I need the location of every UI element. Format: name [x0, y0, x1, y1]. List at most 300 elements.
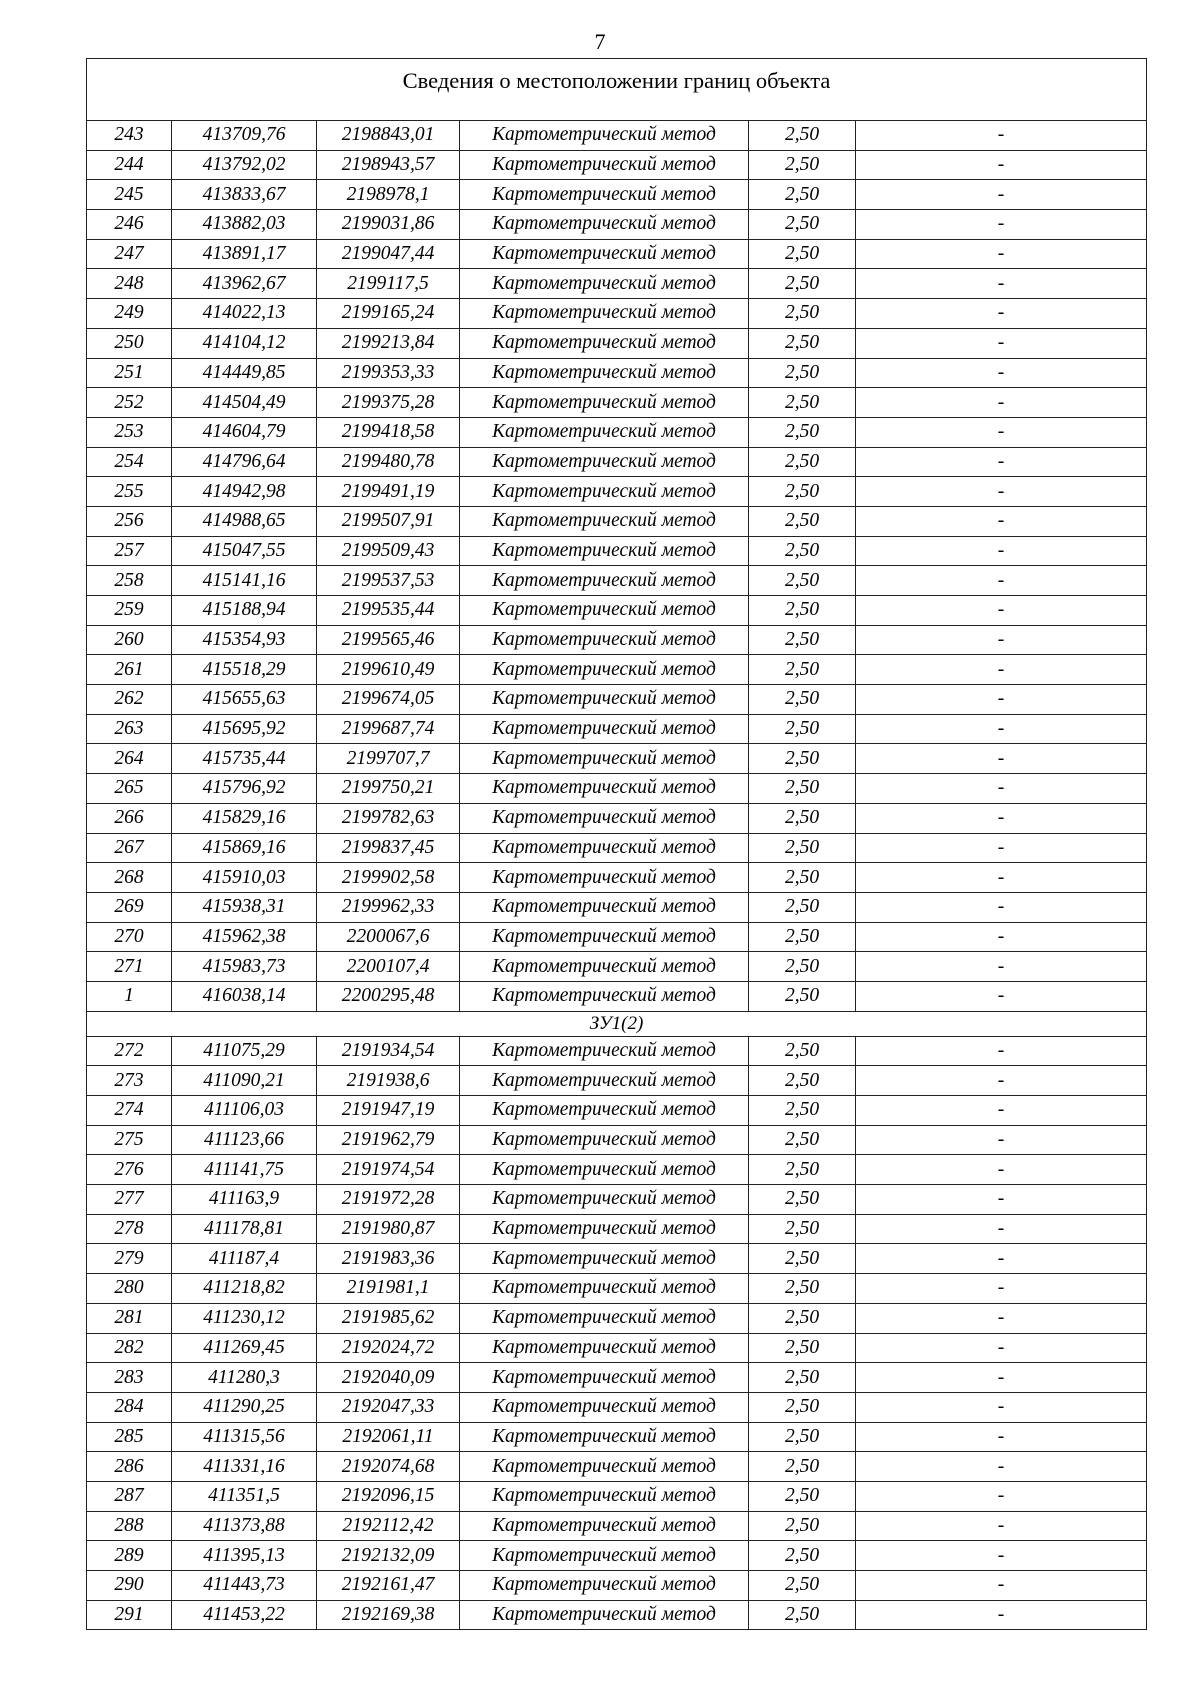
table-row [87, 922, 1147, 952]
method-cell: Картометрический метод [460, 863, 749, 893]
x-coordinate-cell: 411373,88 [172, 1511, 317, 1541]
table-row [87, 596, 1147, 626]
description-cell: - [856, 803, 1147, 833]
description-cell: - [856, 892, 1147, 922]
point-number-cell: 289 [87, 1541, 172, 1571]
method-cell: Картометрический метод [460, 1511, 749, 1541]
method-cell: Картометрический метод [460, 1274, 749, 1304]
description-cell: - [856, 417, 1147, 447]
method-cell: Картометрический метод [460, 981, 749, 1011]
point-number-cell: 258 [87, 566, 172, 596]
table-row [87, 239, 1147, 269]
y-coordinate-cell: 2199509,43 [317, 536, 460, 566]
point-number-cell: 262 [87, 685, 172, 715]
x-coordinate-cell: 413962,67 [172, 269, 317, 299]
accuracy-cell: 2,50 [749, 1600, 856, 1630]
table-row [87, 180, 1147, 210]
point-number-cell: 284 [87, 1392, 172, 1422]
x-coordinate-cell: 411187,4 [172, 1244, 317, 1274]
accuracy-cell: 2,50 [749, 388, 856, 418]
point-number-cell: 281 [87, 1303, 172, 1333]
method-cell: Картометрический метод [460, 1155, 749, 1185]
accuracy-cell: 2,50 [749, 477, 856, 507]
y-coordinate-cell: 2191972,28 [317, 1185, 460, 1215]
table-row [87, 1511, 1147, 1541]
accuracy-cell: 2,50 [749, 863, 856, 893]
x-coordinate-cell: 415354,93 [172, 625, 317, 655]
table-row [87, 1155, 1147, 1185]
method-cell: Картометрический метод [460, 536, 749, 566]
point-number-cell: 274 [87, 1096, 172, 1126]
table-row [87, 625, 1147, 655]
boundary-coordinates-table [86, 58, 1147, 1630]
y-coordinate-cell: 2199418,58 [317, 417, 460, 447]
x-coordinate-cell: 414942,98 [172, 477, 317, 507]
accuracy-cell: 2,50 [749, 714, 856, 744]
method-cell: Картометрический метод [460, 1185, 749, 1215]
method-cell: Картометрический метод [460, 180, 749, 210]
method-cell: Картометрический метод [460, 506, 749, 536]
x-coordinate-cell: 415695,92 [172, 714, 317, 744]
x-coordinate-cell: 415962,38 [172, 922, 317, 952]
table-row [87, 1392, 1147, 1422]
method-cell: Картометрический метод [460, 1125, 749, 1155]
accuracy-cell: 2,50 [749, 1036, 856, 1066]
table-row [87, 774, 1147, 804]
y-coordinate-cell: 2192169,38 [317, 1600, 460, 1630]
y-coordinate-cell: 2199537,53 [317, 566, 460, 596]
y-coordinate-cell: 2192096,15 [317, 1481, 460, 1511]
table-row [87, 1274, 1147, 1304]
method-cell: Картометрический метод [460, 922, 749, 952]
x-coordinate-cell: 411106,03 [172, 1096, 317, 1126]
description-cell: - [856, 744, 1147, 774]
y-coordinate-cell: 2199375,28 [317, 388, 460, 418]
description-cell: - [856, 1422, 1147, 1452]
accuracy-cell: 2,50 [749, 1541, 856, 1571]
table-row [87, 1185, 1147, 1215]
accuracy-cell: 2,50 [749, 1125, 856, 1155]
section-label: ЗУ1(2) [87, 1011, 1147, 1036]
accuracy-cell: 2,50 [749, 952, 856, 982]
method-cell: Картометрический метод [460, 1481, 749, 1511]
method-cell: Картометрический метод [460, 952, 749, 982]
y-coordinate-cell: 2199047,44 [317, 239, 460, 269]
point-number-cell: 259 [87, 596, 172, 626]
description-cell: - [856, 388, 1147, 418]
x-coordinate-cell: 415188,94 [172, 596, 317, 626]
y-coordinate-cell: 2199213,84 [317, 328, 460, 358]
y-coordinate-cell: 2199610,49 [317, 655, 460, 685]
description-cell: - [856, 121, 1147, 151]
y-coordinate-cell: 2199962,33 [317, 892, 460, 922]
table-row [87, 1600, 1147, 1630]
accuracy-cell: 2,50 [749, 417, 856, 447]
y-coordinate-cell: 2191962,79 [317, 1125, 460, 1155]
point-number-cell: 263 [87, 714, 172, 744]
y-coordinate-cell: 2199707,7 [317, 744, 460, 774]
accuracy-cell: 2,50 [749, 358, 856, 388]
accuracy-cell: 2,50 [749, 1481, 856, 1511]
x-coordinate-cell: 414022,13 [172, 299, 317, 329]
point-number-cell: 243 [87, 121, 172, 151]
table-row [87, 1571, 1147, 1601]
point-number-cell: 266 [87, 803, 172, 833]
y-coordinate-cell: 2199480,78 [317, 447, 460, 477]
method-cell: Картометрический метод [460, 1303, 749, 1333]
x-coordinate-cell: 414449,85 [172, 358, 317, 388]
method-cell: Картометрический метод [460, 239, 749, 269]
description-cell: - [856, 1511, 1147, 1541]
y-coordinate-cell: 2199674,05 [317, 685, 460, 715]
point-number-cell: 286 [87, 1452, 172, 1482]
method-cell: Картометрический метод [460, 803, 749, 833]
y-coordinate-cell: 2192132,09 [317, 1541, 460, 1571]
point-number-cell: 245 [87, 180, 172, 210]
accuracy-cell: 2,50 [749, 1452, 856, 1482]
method-cell: Картометрический метод [460, 1422, 749, 1452]
y-coordinate-cell: 2198943,57 [317, 150, 460, 180]
y-coordinate-cell: 2198978,1 [317, 180, 460, 210]
table-row [87, 744, 1147, 774]
accuracy-cell: 2,50 [749, 1185, 856, 1215]
table-row [87, 269, 1147, 299]
point-number-cell: 287 [87, 1481, 172, 1511]
x-coordinate-cell: 411178,81 [172, 1214, 317, 1244]
accuracy-cell: 2,50 [749, 625, 856, 655]
table-row [87, 358, 1147, 388]
method-cell: Картометрический метод [460, 566, 749, 596]
description-cell: - [856, 506, 1147, 536]
description-cell: - [856, 1066, 1147, 1096]
method-cell: Картометрический метод [460, 299, 749, 329]
method-cell: Картометрический метод [460, 1452, 749, 1482]
method-cell: Картометрический метод [460, 1571, 749, 1601]
description-cell: - [856, 1036, 1147, 1066]
accuracy-cell: 2,50 [749, 892, 856, 922]
method-cell: Картометрический метод [460, 1600, 749, 1630]
table-row [87, 1363, 1147, 1393]
description-cell: - [856, 566, 1147, 596]
y-coordinate-cell: 2191980,87 [317, 1214, 460, 1244]
point-number-cell: 268 [87, 863, 172, 893]
method-cell: Картометрический метод [460, 655, 749, 685]
table-row [87, 328, 1147, 358]
table-row [87, 803, 1147, 833]
x-coordinate-cell: 413792,02 [172, 150, 317, 180]
x-coordinate-cell: 415047,55 [172, 536, 317, 566]
accuracy-cell: 2,50 [749, 1303, 856, 1333]
x-coordinate-cell: 413891,17 [172, 239, 317, 269]
x-coordinate-cell: 411218,82 [172, 1274, 317, 1304]
point-number-cell: 282 [87, 1333, 172, 1363]
table-row [87, 833, 1147, 863]
x-coordinate-cell: 415735,44 [172, 744, 317, 774]
accuracy-cell: 2,50 [749, 1066, 856, 1096]
x-coordinate-cell: 416038,14 [172, 981, 317, 1011]
x-coordinate-cell: 414504,49 [172, 388, 317, 418]
point-number-cell: 271 [87, 952, 172, 982]
section-header-row [87, 1011, 1147, 1036]
y-coordinate-cell: 2192112,42 [317, 1511, 460, 1541]
table-row [87, 952, 1147, 982]
x-coordinate-cell: 415829,16 [172, 803, 317, 833]
accuracy-cell: 2,50 [749, 328, 856, 358]
table-row [87, 1066, 1147, 1096]
method-cell: Картометрический метод [460, 150, 749, 180]
x-coordinate-cell: 411141,75 [172, 1155, 317, 1185]
x-coordinate-cell: 413709,76 [172, 121, 317, 151]
point-number-cell: 260 [87, 625, 172, 655]
y-coordinate-cell: 2199750,21 [317, 774, 460, 804]
point-number-cell: 249 [87, 299, 172, 329]
method-cell: Картометрический метод [460, 328, 749, 358]
method-cell: Картометрический метод [460, 1392, 749, 1422]
table-row [87, 714, 1147, 744]
description-cell: - [856, 536, 1147, 566]
x-coordinate-cell: 411443,73 [172, 1571, 317, 1601]
y-coordinate-cell: 2199782,63 [317, 803, 460, 833]
method-cell: Картометрический метод [460, 1333, 749, 1363]
y-coordinate-cell: 2199031,86 [317, 210, 460, 240]
description-cell: - [856, 1244, 1147, 1274]
description-cell: - [856, 269, 1147, 299]
method-cell: Картометрический метод [460, 1541, 749, 1571]
description-cell: - [856, 922, 1147, 952]
accuracy-cell: 2,50 [749, 1363, 856, 1393]
description-cell: - [856, 1481, 1147, 1511]
accuracy-cell: 2,50 [749, 655, 856, 685]
accuracy-cell: 2,50 [749, 1333, 856, 1363]
y-coordinate-cell: 2199902,58 [317, 863, 460, 893]
table-row [87, 1452, 1147, 1482]
accuracy-cell: 2,50 [749, 210, 856, 240]
accuracy-cell: 2,50 [749, 922, 856, 952]
accuracy-cell: 2,50 [749, 981, 856, 1011]
table-row [87, 1303, 1147, 1333]
description-cell: - [856, 833, 1147, 863]
description-cell: - [856, 1185, 1147, 1215]
y-coordinate-cell: 2199491,19 [317, 477, 460, 507]
table-row [87, 1125, 1147, 1155]
y-coordinate-cell: 2199565,46 [317, 625, 460, 655]
point-number-cell: 265 [87, 774, 172, 804]
table-row [87, 536, 1147, 566]
table-row [87, 1422, 1147, 1452]
y-coordinate-cell: 2192061,11 [317, 1422, 460, 1452]
table-title-row [87, 59, 1147, 121]
description-cell: - [856, 328, 1147, 358]
x-coordinate-cell: 415983,73 [172, 952, 317, 982]
method-cell: Картометрический метод [460, 714, 749, 744]
table-row [87, 1333, 1147, 1363]
x-coordinate-cell: 414104,12 [172, 328, 317, 358]
point-number-cell: 257 [87, 536, 172, 566]
description-cell: - [856, 1571, 1147, 1601]
accuracy-cell: 2,50 [749, 1571, 856, 1601]
y-coordinate-cell: 2192040,09 [317, 1363, 460, 1393]
x-coordinate-cell: 414604,79 [172, 417, 317, 447]
description-cell: - [856, 1541, 1147, 1571]
description-cell: - [856, 1214, 1147, 1244]
method-cell: Картометрический метод [460, 121, 749, 151]
accuracy-cell: 2,50 [749, 299, 856, 329]
accuracy-cell: 2,50 [749, 1274, 856, 1304]
point-number-cell: 251 [87, 358, 172, 388]
description-cell: - [856, 358, 1147, 388]
table-row [87, 1214, 1147, 1244]
method-cell: Картометрический метод [460, 774, 749, 804]
y-coordinate-cell: 2198843,01 [317, 121, 460, 151]
table-row [87, 892, 1147, 922]
point-number-cell: 288 [87, 1511, 172, 1541]
x-coordinate-cell: 411163,9 [172, 1185, 317, 1215]
x-coordinate-cell: 415869,16 [172, 833, 317, 863]
table-row [87, 685, 1147, 715]
method-cell: Картометрический метод [460, 1066, 749, 1096]
x-coordinate-cell: 411331,16 [172, 1452, 317, 1482]
description-cell: - [856, 952, 1147, 982]
description-cell: - [856, 685, 1147, 715]
y-coordinate-cell: 2199507,91 [317, 506, 460, 536]
y-coordinate-cell: 2199353,33 [317, 358, 460, 388]
y-coordinate-cell: 2192024,72 [317, 1333, 460, 1363]
x-coordinate-cell: 411075,29 [172, 1036, 317, 1066]
y-coordinate-cell: 2191947,19 [317, 1096, 460, 1126]
page-number: 7 [594, 29, 606, 54]
x-coordinate-cell: 411280,3 [172, 1363, 317, 1393]
accuracy-cell: 2,50 [749, 447, 856, 477]
description-cell: - [856, 1600, 1147, 1630]
description-cell: - [856, 477, 1147, 507]
point-number-cell: 280 [87, 1274, 172, 1304]
x-coordinate-cell: 415796,92 [172, 774, 317, 804]
y-coordinate-cell: 2199535,44 [317, 596, 460, 626]
table-row [87, 1036, 1147, 1066]
x-coordinate-cell: 415938,31 [172, 892, 317, 922]
method-cell: Картометрический метод [460, 358, 749, 388]
table-row [87, 1096, 1147, 1126]
point-number-cell: 253 [87, 417, 172, 447]
description-cell: - [856, 774, 1147, 804]
point-number-cell: 270 [87, 922, 172, 952]
y-coordinate-cell: 2191985,62 [317, 1303, 460, 1333]
table-row [87, 506, 1147, 536]
point-number-cell: 244 [87, 150, 172, 180]
description-cell: - [856, 655, 1147, 685]
accuracy-cell: 2,50 [749, 744, 856, 774]
y-coordinate-cell: 2192161,47 [317, 1571, 460, 1601]
table-row [87, 121, 1147, 151]
method-cell: Картометрический метод [460, 833, 749, 863]
method-cell: Картометрический метод [460, 685, 749, 715]
description-cell: - [856, 596, 1147, 626]
accuracy-cell: 2,50 [749, 1511, 856, 1541]
method-cell: Картометрический метод [460, 596, 749, 626]
y-coordinate-cell: 2191934,54 [317, 1036, 460, 1066]
description-cell: - [856, 1333, 1147, 1363]
x-coordinate-cell: 414796,64 [172, 447, 317, 477]
point-number-cell: 278 [87, 1214, 172, 1244]
x-coordinate-cell: 413882,03 [172, 210, 317, 240]
method-cell: Картометрический метод [460, 388, 749, 418]
method-cell: Картометрический метод [460, 744, 749, 774]
x-coordinate-cell: 415518,29 [172, 655, 317, 685]
point-number-cell: 291 [87, 1600, 172, 1630]
y-coordinate-cell: 2191983,36 [317, 1244, 460, 1274]
point-number-cell: 246 [87, 210, 172, 240]
point-number-cell: 250 [87, 328, 172, 358]
description-cell: - [856, 150, 1147, 180]
description-cell: - [856, 299, 1147, 329]
accuracy-cell: 2,50 [749, 774, 856, 804]
table-row [87, 1481, 1147, 1511]
description-cell: - [856, 625, 1147, 655]
accuracy-cell: 2,50 [749, 1244, 856, 1274]
table-row [87, 447, 1147, 477]
table-row [87, 655, 1147, 685]
y-coordinate-cell: 2200067,6 [317, 922, 460, 952]
x-coordinate-cell: 411290,25 [172, 1392, 317, 1422]
table-row [87, 388, 1147, 418]
description-cell: - [856, 714, 1147, 744]
x-coordinate-cell: 415141,16 [172, 566, 317, 596]
accuracy-cell: 2,50 [749, 1392, 856, 1422]
table-row [87, 981, 1147, 1011]
accuracy-cell: 2,50 [749, 121, 856, 151]
point-number-cell: 290 [87, 1571, 172, 1601]
method-cell: Картометрический метод [460, 1096, 749, 1126]
y-coordinate-cell: 2192047,33 [317, 1392, 460, 1422]
point-number-cell: 273 [87, 1066, 172, 1096]
point-number-cell: 267 [87, 833, 172, 863]
accuracy-cell: 2,50 [749, 803, 856, 833]
accuracy-cell: 2,50 [749, 596, 856, 626]
method-cell: Картометрический метод [460, 417, 749, 447]
point-number-cell: 256 [87, 506, 172, 536]
point-number-cell: 255 [87, 477, 172, 507]
accuracy-cell: 2,50 [749, 536, 856, 566]
accuracy-cell: 2,50 [749, 1422, 856, 1452]
description-cell: - [856, 1274, 1147, 1304]
table-row [87, 1541, 1147, 1571]
y-coordinate-cell: 2199117,5 [317, 269, 460, 299]
y-coordinate-cell: 2200295,48 [317, 981, 460, 1011]
description-cell: - [856, 447, 1147, 477]
table-row [87, 863, 1147, 893]
table-row [87, 566, 1147, 596]
accuracy-cell: 2,50 [749, 1214, 856, 1244]
accuracy-cell: 2,50 [749, 1155, 856, 1185]
x-coordinate-cell: 413833,67 [172, 180, 317, 210]
y-coordinate-cell: 2200107,4 [317, 952, 460, 982]
point-number-cell: 1 [87, 981, 172, 1011]
x-coordinate-cell: 415655,63 [172, 685, 317, 715]
point-number-cell: 279 [87, 1244, 172, 1274]
x-coordinate-cell: 411453,22 [172, 1600, 317, 1630]
point-number-cell: 269 [87, 892, 172, 922]
x-coordinate-cell: 411351,5 [172, 1481, 317, 1511]
table-row [87, 299, 1147, 329]
x-coordinate-cell: 411395,13 [172, 1541, 317, 1571]
description-cell: - [856, 863, 1147, 893]
description-cell: - [856, 1303, 1147, 1333]
point-number-cell: 252 [87, 388, 172, 418]
method-cell: Картометрический метод [460, 1036, 749, 1066]
accuracy-cell: 2,50 [749, 566, 856, 596]
table-row [87, 1244, 1147, 1274]
description-cell: - [856, 180, 1147, 210]
